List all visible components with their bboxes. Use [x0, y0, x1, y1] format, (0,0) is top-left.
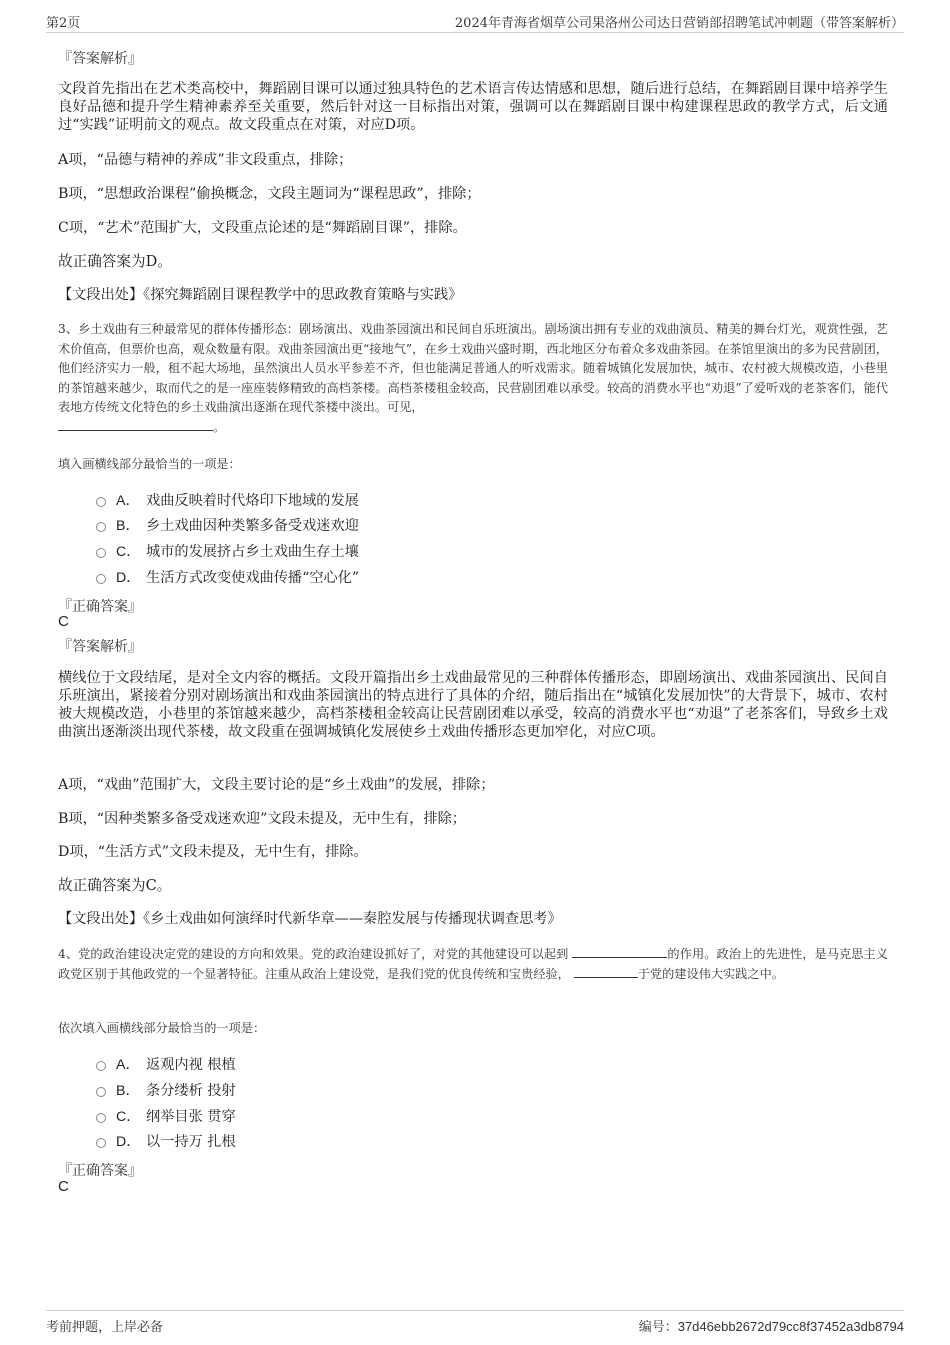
q4-prompt: 依次填入画横线部分最恰当的一项是： [58, 1021, 266, 1035]
q3-option-c[interactable]: C． 城市的发展挤占乡土戏曲生存土壤 [96, 541, 359, 561]
q3-source: 【文段出处】《乡土戏曲如何演绎时代新华章——秦腔发展与传播现状调查思考》 [58, 911, 562, 927]
q3-option-a-analysis: A项，“戏曲”范围扩大，文段主要讨论的是“乡土戏曲”的发展，排除； [58, 777, 495, 793]
q2-option-c-analysis: C项，“艺术”范围扩大，文段重点论述的是“舞蹈剧目课”，排除。 [58, 220, 467, 236]
q3-answer-blank [58, 418, 213, 431]
q2-option-a-analysis: A项，“品德与精神的养成”非文段重点，排除； [58, 152, 353, 168]
q3-option-b[interactable]: B． 乡土戏曲因种类繁多备受戏迷欢迎 [96, 515, 359, 535]
q3-analysis-label: 『答案解析』 [58, 639, 142, 655]
q4-blank-2 [574, 965, 638, 978]
q3-stem-text: 3、乡土戏曲有三种最常见的群体传播形态：剧场演出、戏曲茶园演出和民间自乐班演出。剧场演出拥有专业的戏曲演员、精美的舞台灯光，观赏性强，艺术价值高，但票价也高，观众数量有限。戏曲茶园演出更“接地气”，在乡土戏曲兴盛时期，西北地区分布着众多戏曲茶园。在茶馆里演出的多为民营剧团，他们经济实力一般，租不起大场地，虽然演出人员水平参差不齐，但也能满足普通人的听戏需求。随着城镇化发展加快，城市、农村被大规模改造，小巷里的茶馆越来越少，取而代之的是一座座装修精致的高档茶楼。高档茶楼租金较高，民营剧团难以承受。较高的消费水平也“劝退”了爱听戏的老茶客们，能代表地方传统文化特色的乡土戏曲演出逐渐在现代茶楼中淡出。可见， [58, 322, 888, 414]
q4-option-d[interactable]: D． 以一持万 扎根 [96, 1131, 236, 1151]
q3-prompt: 填入画横线部分最恰当的一项是： [58, 457, 241, 471]
q2-conclusion: 故正确答案为D。 [58, 253, 172, 270]
page-number: 第2页 [46, 16, 81, 31]
q3-option-d-analysis: D项，“生活方式”文段未提及，无中生有，排除。 [58, 844, 368, 860]
q3-conclusion: 故正确答案为C。 [58, 877, 172, 894]
q3-analysis-text: 横线位于文段结尾，是对全文内容的概括。文段开篇指出乡土戏曲最常见的三种群体传播形态，即剧场演出、戏曲茶园演出、民间自乐班演出，紧接着分别对剧场演出和戏曲茶园演出的特点进行了具体的介绍，随后指出在“城镇化发展加快”的大背景下，城市、农村被大规模改造，小巷里的茶馆越来越少，高档茶楼租金较高让民营剧团难以承受，较高的消费水平也“劝退”了老茶客们，导致乡土戏曲演出逐渐淡出现代茶楼，故文段重在强调城镇化发展使乡土戏曲传播形态更加窄化，对应C项。 [58, 670, 888, 740]
q3-answer-label: 『正确答案』 [58, 599, 142, 615]
radio-icon[interactable] [96, 574, 106, 584]
q4-answer-label: 『正确答案』 [58, 1163, 142, 1179]
radio-icon[interactable] [96, 548, 106, 558]
q4-stem-part-1: 4、党的政治建设决定党的建设的方向和效果。党的政治建设抓好了，对党的其他建设可以起到 [58, 947, 569, 961]
radio-icon[interactable] [96, 1138, 106, 1148]
radio-icon[interactable] [96, 1061, 106, 1071]
q3-stem-end: 。 [213, 419, 226, 434]
q4-option-a[interactable]: A． 返观内视 根植 [96, 1054, 236, 1074]
q2-analysis-label: 『答案解析』 [58, 51, 142, 67]
q2-analysis-text: 文段首先指出在艺术类高校中，舞蹈剧目课可以通过独具特色的艺术语言传达情感和思想，随后进行总结，在舞蹈剧目课中培养学生良好品德和提升学生精神素养至关重要，然后针对这一目标指出对策，强调可以在舞蹈剧目课中构建课程思政的教学方式，后文通过“实践”证明前文的观点。故文段重点在对策，对应D项。 [58, 81, 888, 133]
q4-stem [58, 945, 888, 984]
radio-icon[interactable] [96, 522, 106, 532]
q3-answer: C [58, 613, 69, 630]
q3-option-d[interactable]: D． 生活方式改变使戏曲传播“空心化” [96, 567, 359, 587]
page-header [46, 12, 904, 33]
q4-option-b[interactable]: B． 条分缕析 投射 [96, 1080, 236, 1100]
q3-option-b-analysis: B项，“因种类繁多备受戏迷欢迎”文段未提及，无中生有，排除； [58, 811, 466, 827]
radio-icon[interactable] [96, 1087, 106, 1097]
q2-source: 【文段出处】《探究舞蹈剧目课程教学中的思政教育策略与实践》 [58, 287, 463, 303]
q4-option-c[interactable]: C． 纲举目张 贯穿 [96, 1106, 236, 1126]
q4-stem-part-3: 于党的建设伟大实践之中。 [637, 966, 784, 981]
q4-blank-1 [572, 945, 667, 958]
document-code: 编号：37d46ebb2672d79cc8f37452a3db8794 [638, 1319, 904, 1335]
page-footer [46, 1310, 904, 1339]
q4-answer: C [58, 1178, 69, 1195]
document-title: 2024年青海省烟草公司果洛州公司达日营销部招聘笔试冲刺题（带答案解析） [454, 16, 904, 31]
q3-option-a[interactable]: A． 戏曲反映着时代烙印下地域的发展 [96, 490, 359, 510]
radio-icon[interactable] [96, 1113, 106, 1123]
footer-slogan: 考前押题，上岸必备 [46, 1320, 164, 1335]
q4-stem-part-2: 的作用。政治上的先进性，是马克思主义政党区别于其他政党的一个显著特征。注重从政治上建设党，是我们党的优良传统和宝贵经验， [58, 947, 889, 981]
radio-icon[interactable] [96, 497, 106, 507]
q2-option-b-analysis: B项，“思想政治课程”偷换概念，文段主题词为“课程思政”，排除； [58, 186, 481, 202]
q3-stem [58, 320, 888, 437]
